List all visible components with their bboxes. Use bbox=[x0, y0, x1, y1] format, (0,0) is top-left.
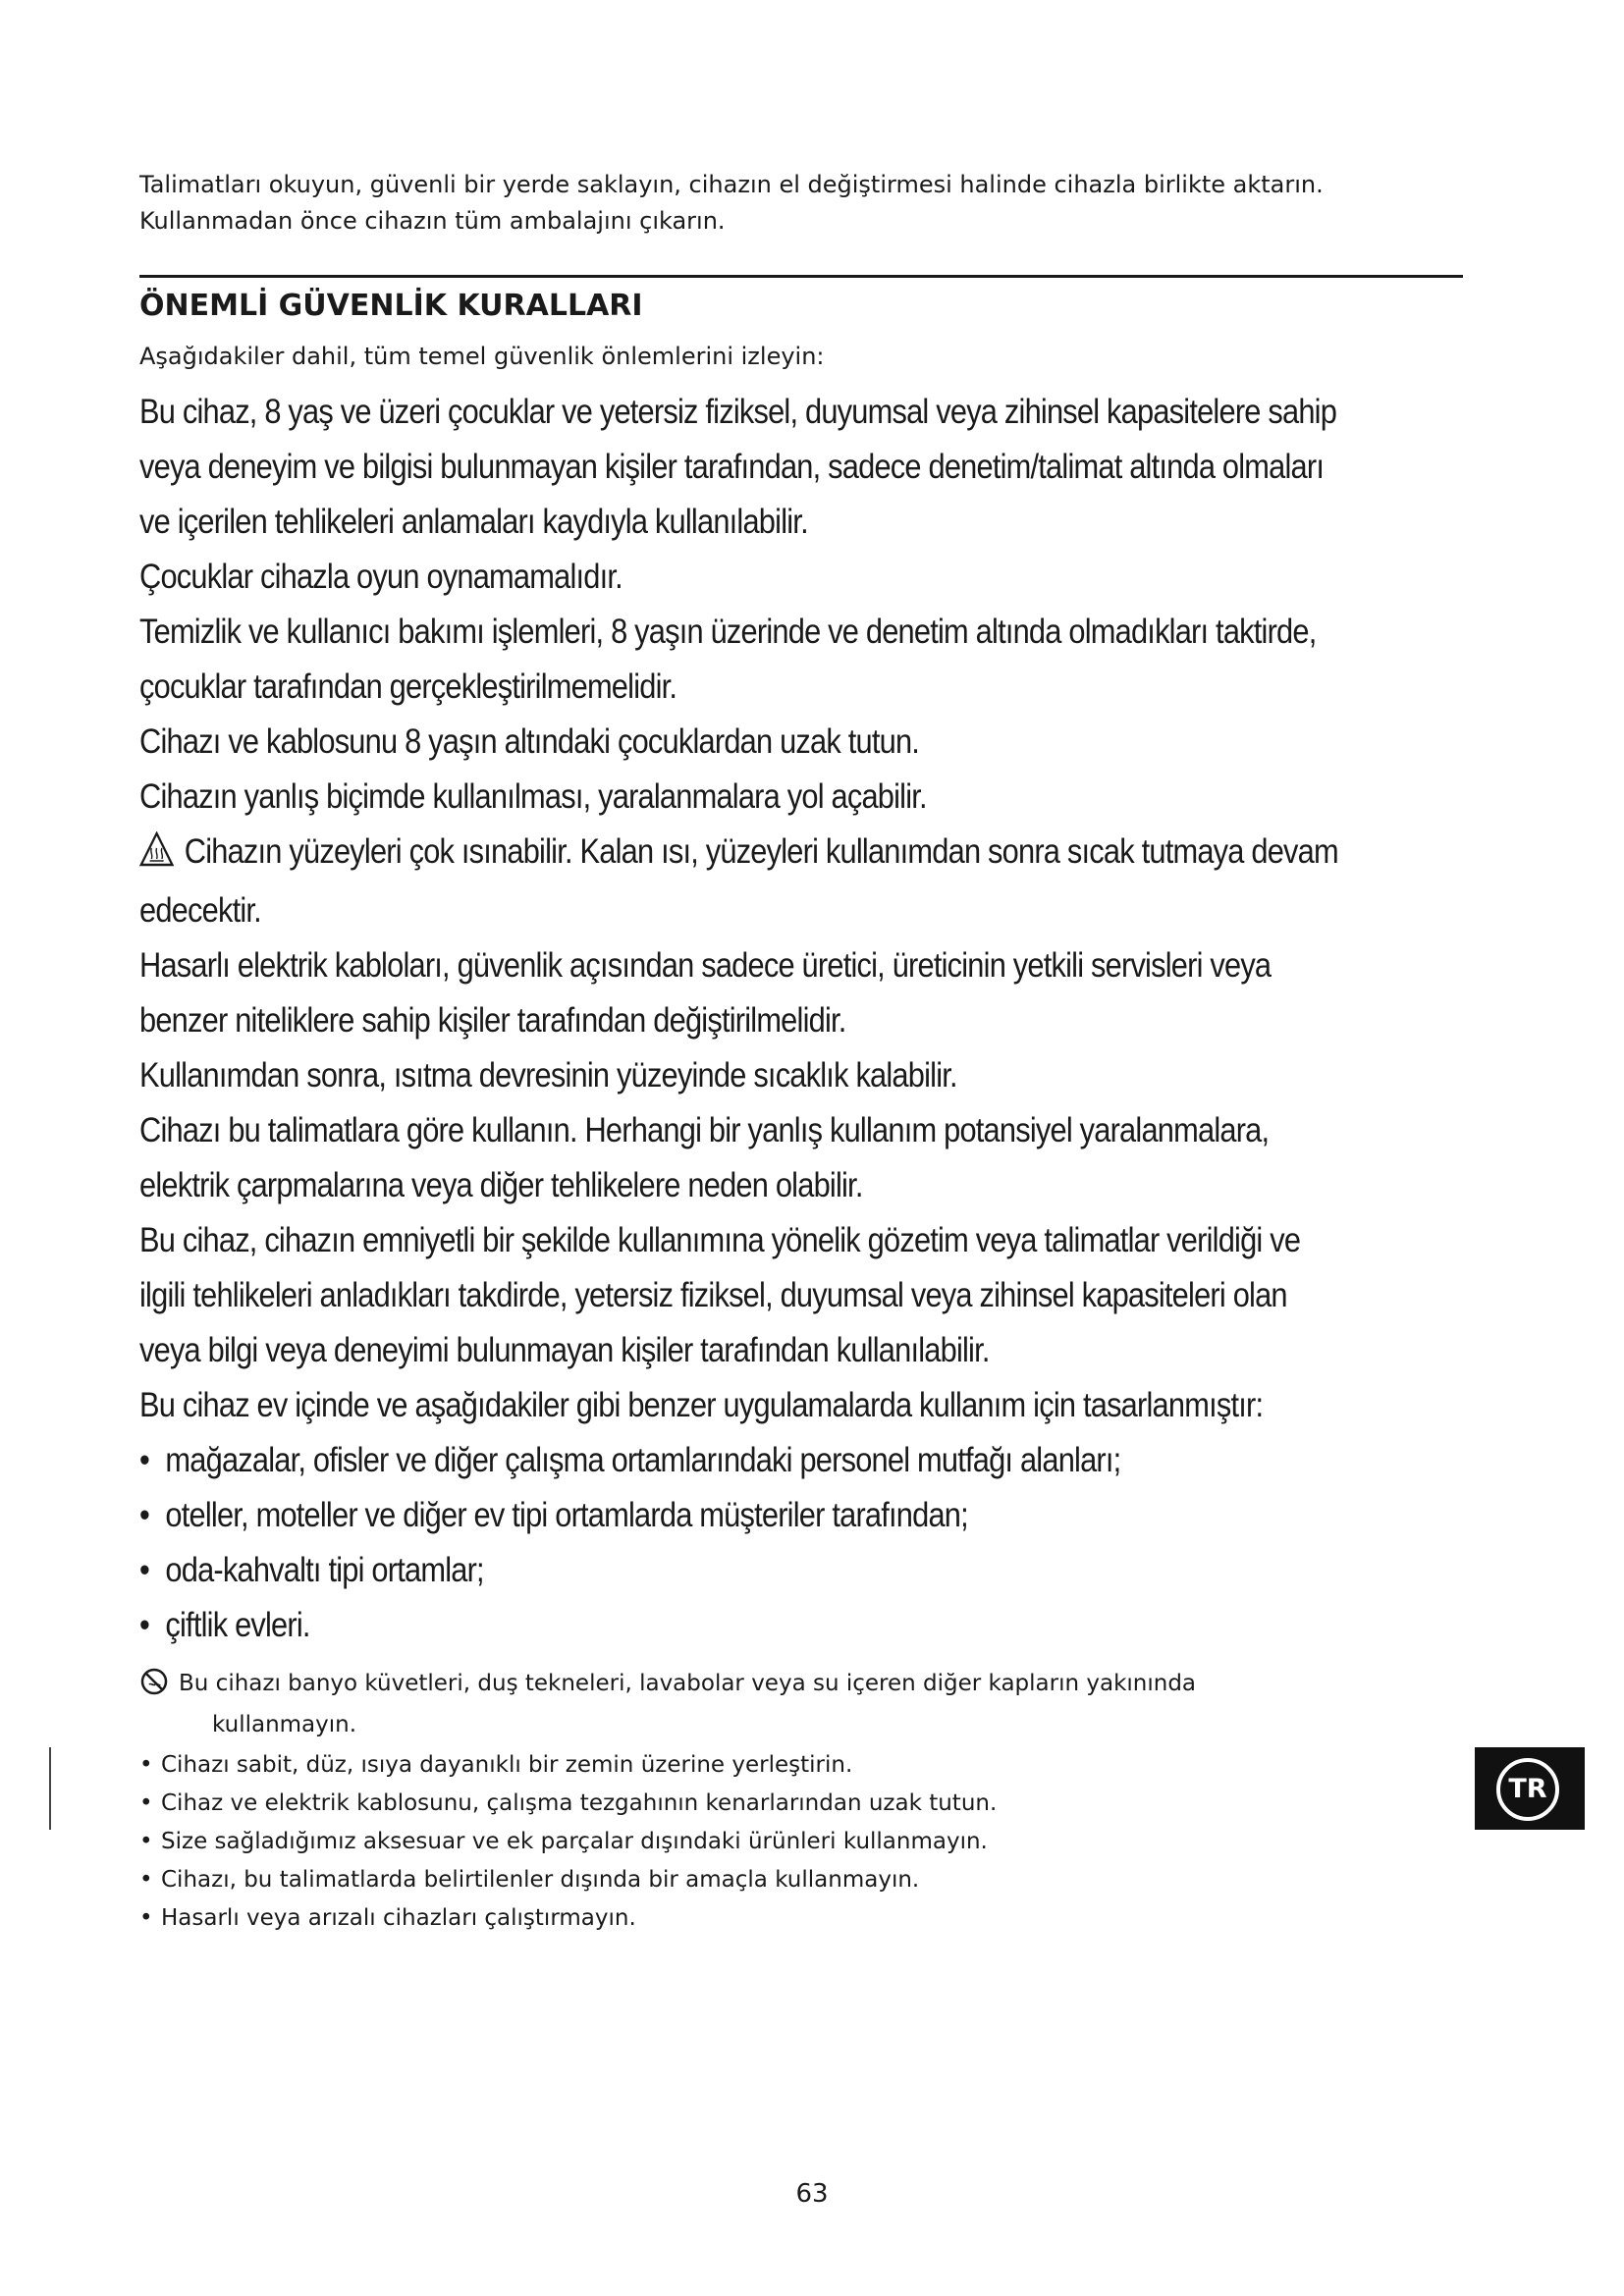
rule-item: Hasarlı elektrik kabloları, güvenlik açısından sadece üretici, üreticinin yetkili servisleri veya benzer niteliklere sahip kişiler tarafından değiştirilmelidir. bbox=[139, 946, 1272, 1040]
rule-item: Cihazı ve kablosunu 8 yaşın altındaki çocuklardan uzak tutun. bbox=[139, 722, 920, 761]
additional-instructions bbox=[139, 1666, 1318, 1938]
list-item-text: Hasarlı veya arızalı cihazları çalıştırmayın. bbox=[161, 1905, 636, 1931]
water-warning-continuation: kullanmayın. bbox=[212, 1712, 357, 1737]
list-item bbox=[139, 1598, 1340, 1653]
intro-line-1: Talimatları okuyun, güvenli bir yerde saklayın, cihazın el değiştirmesi halinde cihazla birlikte aktarın. bbox=[139, 171, 1324, 198]
list-item bbox=[139, 1543, 1340, 1598]
bullet: • bbox=[139, 1606, 149, 1644]
list-item bbox=[139, 1899, 1318, 1938]
list-item-text: Cihazı, bu talimatlarda belirtilenler dışında bir amaçla kullanmayın. bbox=[161, 1867, 920, 1893]
margin-mark bbox=[49, 1747, 51, 1830]
safety-rules bbox=[139, 385, 1340, 1653]
list-item bbox=[139, 1746, 1318, 1785]
no-water-icon bbox=[139, 1667, 169, 1707]
bullet: • bbox=[139, 1905, 153, 1931]
bullet: • bbox=[139, 1496, 149, 1534]
list-item bbox=[139, 1433, 1340, 1488]
list-item bbox=[139, 1785, 1318, 1823]
rule-item: Cihazı bu talimatlara göre kullanın. Herhangi bir yanlış kullanım potansiyel yaralanmalara, elektrik çarpmalarına veya diğer tehlikelere neden olabilir. bbox=[139, 1111, 1270, 1204]
page-number: 63 bbox=[795, 2179, 829, 2209]
hot-surface-warning-icon bbox=[139, 828, 174, 883]
rule-item: Kullanımdan sonra, ısıtma devresinin yüzeyinde sıcaklık kalabilir. bbox=[139, 1056, 957, 1095]
list-item bbox=[139, 1861, 1318, 1899]
section-divider bbox=[139, 275, 1463, 278]
instruction-list bbox=[139, 1746, 1318, 1938]
bullet: • bbox=[139, 1790, 153, 1816]
water-warning bbox=[139, 1666, 1318, 1707]
section-subheading: Aşağıdakiler dahil, tüm temel güvenlik önlemlerini izleyin: bbox=[139, 343, 825, 370]
intro-text bbox=[139, 167, 1465, 240]
list-item-text: oteller, moteller ve diğer ev tipi ortamlarda müşteriler tarafından; bbox=[165, 1496, 968, 1534]
list-item-text: Size sağladığımız aksesuar ve ek parçalar dışındaki ürünleri kullanmayın. bbox=[161, 1829, 988, 1854]
rule-item: Temizlik ve kullanıcı bakımı işlemleri, 8 yaşın üzerinde ve denetim altında olmadıkları taktirde, çocuklar tarafından gerçekleştirilmemelidir. bbox=[139, 613, 1317, 706]
bullet: • bbox=[139, 1829, 153, 1854]
bullet: • bbox=[139, 1867, 153, 1893]
rule-item: Bu cihaz, cihazın emniyetli bir şekilde kullanımına yönelik gözetim veya talimatlar verildiği ve ilgili tehlikeleri anladıkları takdirde, yetersiz fiziksel, duyumsal veya zihinsel kapasiteleri olan veya bilgi veya deneyimi bulunmayan kişiler tarafından kullanılabilir. bbox=[139, 1221, 1301, 1369]
list-item bbox=[139, 1488, 1340, 1543]
list-item-text: Cihaz ve elektrik kablosunu, çalışma tezgahının kenarlarından uzak tutun. bbox=[161, 1790, 998, 1816]
rule-item-hot-surface bbox=[139, 825, 1340, 938]
list-item-text: oda-kahvaltı tipi ortamlar; bbox=[165, 1551, 484, 1589]
intro-line-2: Kullanmadan önce cihazın tüm ambalajını çıkarın. bbox=[139, 207, 726, 235]
rule-item: Bu cihaz, 8 yaş ve üzeri çocuklar ve yetersiz fiziksel, duyumsal veya zihinsel kapasitelere sahip veya deneyim ve bilgisi bulunmayan kişiler tarafından, sadece denetim/talimat altında olmaları ve içerilen tehlikeleri anlamaları kaydıyla kullanılabilir. bbox=[139, 393, 1337, 541]
list-item-text: Cihazı sabit, düz, ısıya dayanıklı bir zemin üzerine yerleştirin. bbox=[161, 1752, 853, 1778]
bullet: • bbox=[139, 1752, 153, 1778]
bullet: • bbox=[139, 1551, 149, 1589]
use-list bbox=[139, 1433, 1340, 1653]
water-warning-text: Bu cihazı banyo küvetleri, duş tekneleri, lavabolar veya su içeren diğer kapların yakınında bbox=[179, 1671, 1197, 1696]
rule-item: Cihazın yanlış biçimde kullanılması, yaralanmalara yol açabilir. bbox=[139, 777, 927, 816]
language-tab bbox=[1475, 1747, 1585, 1830]
list-item-text: mağazalar, ofisler ve diğer çalışma ortamlarındaki personel mutfağı alanları; bbox=[165, 1441, 1121, 1479]
language-code: TR bbox=[1496, 1758, 1559, 1821]
rule-text: Cihazın yüzeyleri çok ısınabilir. Kalan ısı, yüzeyleri kullanımdan sonra sıcak tutmaya devam edecektir. bbox=[139, 832, 1338, 930]
list-item bbox=[139, 1823, 1318, 1861]
bullet: • bbox=[139, 1441, 149, 1479]
section-heading: ÖNEMLİ GÜVENLİK KURALLARI bbox=[139, 289, 643, 323]
list-item-text: çiftlik evleri. bbox=[165, 1606, 310, 1644]
rule-item: Çocuklar cihazla oyun oynamamalıdır. bbox=[139, 558, 623, 596]
rule-item: Bu cihaz ev içinde ve aşağıdakiler gibi benzer uygulamalarda kullanım için tasarlanmıştır: bbox=[139, 1386, 1264, 1424]
